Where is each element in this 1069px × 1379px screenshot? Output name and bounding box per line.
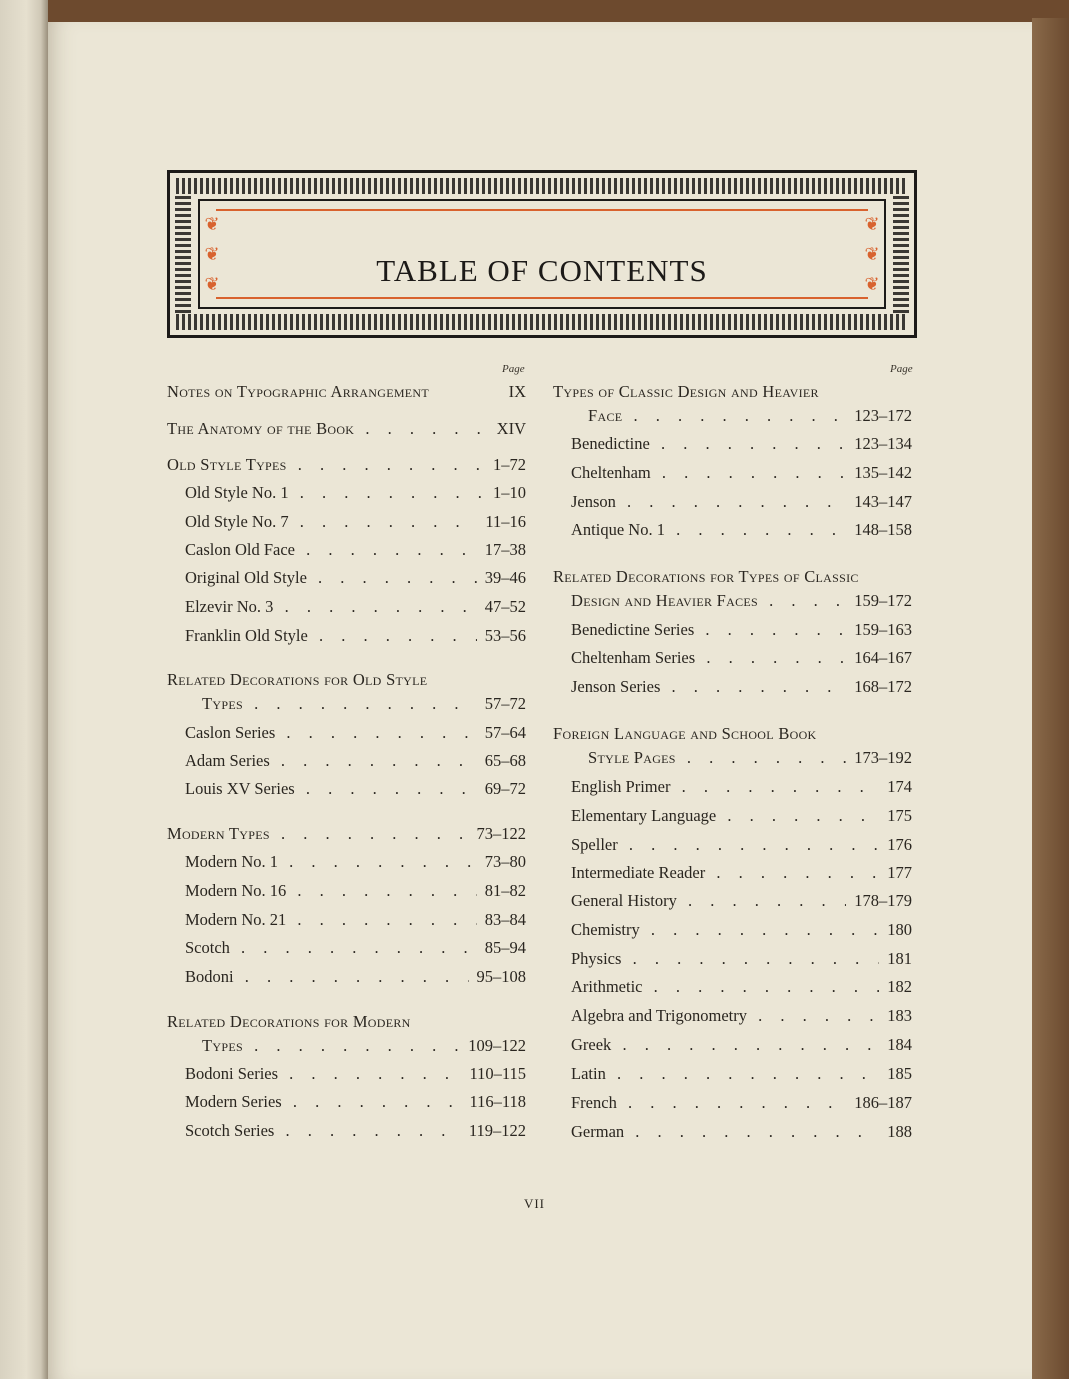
toc-entry-title: Physics . . . (571, 949, 879, 969)
toc-entry[interactable] (202, 694, 526, 720)
toc-entry[interactable] (553, 382, 912, 408)
toc-entry-title: Greek . . . (571, 1035, 879, 1055)
toc-entry-page: 53–56 (484, 626, 526, 645)
toc-entry-title: Arithmetic . . . (571, 977, 879, 997)
toc-entry-title: Types of Classic Design and Heavier (553, 382, 819, 401)
toc-entry[interactable] (571, 648, 912, 674)
toc-entry[interactable] (571, 835, 912, 861)
toc-entry-page: 123–172 (854, 406, 912, 425)
toc-entry-title: Original Old Style . . . (185, 568, 477, 588)
toc-entry-page: 57–64 (484, 723, 526, 742)
toc-entry-page: 65–68 (484, 751, 526, 770)
toc-entry-page: XIV (496, 419, 526, 438)
toc-entry[interactable] (185, 626, 526, 652)
toc-entry-page: 47–52 (484, 597, 526, 616)
toc-entry-page: 188 (887, 1122, 912, 1141)
toc-entry-title: General History . . . (571, 891, 846, 911)
toc-entry[interactable] (571, 591, 912, 617)
book-cover-edge (1032, 18, 1069, 1379)
toc-entry[interactable] (588, 406, 912, 432)
toc-entry-page: 1–10 (493, 483, 526, 502)
toc-entry-title: Adam Series . . . (185, 751, 477, 771)
toc-entry-title: Louis XV Series . . . (185, 779, 477, 799)
toc-entry[interactable] (571, 977, 912, 1003)
toc-entry-title: Modern Series . . . (185, 1092, 461, 1112)
toc-entry-page: 39–46 (484, 568, 526, 587)
toc-entry[interactable] (571, 677, 912, 703)
toc-entry-title: Related Decorations for Types of Classic (553, 567, 859, 586)
page-column-label: Page (502, 363, 525, 375)
toc-entry-page: 181 (887, 949, 912, 968)
toc-entry-title: Related Decorations for Old Style (167, 670, 428, 689)
toc-entry[interactable] (185, 1121, 526, 1147)
toc-entry-page: 116–118 (469, 1092, 526, 1111)
toc-entry-page: 73–80 (484, 852, 526, 871)
toc-entry[interactable] (571, 806, 912, 832)
toc-entry-page: 123–134 (854, 434, 912, 453)
toc-entry-title: Algebra and Trigonometry . . . (571, 1006, 879, 1026)
toc-entry[interactable] (185, 1064, 526, 1090)
toc-entry[interactable] (167, 824, 526, 850)
toc-entry[interactable] (571, 1122, 912, 1148)
toc-entry-title: Scotch Series . . . (185, 1121, 461, 1141)
toc-entry-title: Caslon Series . . . (185, 723, 477, 743)
toc-entry-title: Modern No. 1 . . . (185, 852, 477, 872)
border-ornament-top (176, 178, 908, 194)
toc-entry-title: Franklin Old Style . . . (185, 626, 477, 646)
toc-entry-title: Style Pages . . . (588, 748, 846, 768)
toc-entry-page: 81–82 (484, 881, 526, 900)
toc-entry-page: 164–167 (854, 648, 912, 667)
toc-entry[interactable] (167, 455, 526, 481)
toc-entry-title: Cheltenham Series . . . (571, 648, 846, 668)
toc-entry-page: 177 (887, 863, 912, 882)
toc-entry-title: Face . . . (588, 406, 846, 426)
title-inner-frame (198, 199, 886, 309)
toc-entry-title: Notes on Typographic Arrangement (167, 382, 430, 401)
toc-entry[interactable] (571, 891, 912, 917)
toc-entry[interactable] (185, 751, 526, 777)
toc-entry-title: Elzevir No. 3 . . . (185, 597, 477, 617)
toc-entry-page: 135–142 (854, 463, 912, 482)
toc-entry-title: Cheltenham . . . (571, 463, 846, 483)
toc-entry-page: 17–38 (484, 540, 526, 559)
toc-entry-title: Types . . . (202, 694, 477, 714)
toc-entry-page: 159–163 (854, 620, 912, 639)
toc-entry-title: Old Style Types . . . (167, 455, 485, 475)
toc-entry[interactable] (553, 724, 912, 750)
toc-entry-page: 85–94 (484, 938, 526, 957)
toc-entry-page: 109–122 (468, 1036, 526, 1055)
toc-entry[interactable] (571, 1035, 912, 1061)
toc-entry-page: 182 (887, 977, 912, 996)
toc-entry[interactable] (185, 938, 526, 964)
toc-entry[interactable] (202, 1036, 526, 1062)
border-ornament-left (175, 195, 191, 313)
toc-entry-title: Types . . . (202, 1036, 460, 1056)
toc-entry[interactable] (571, 920, 912, 946)
toc-entry[interactable] (571, 492, 912, 518)
toc-entry-title: Elementary Language . . . (571, 806, 879, 826)
toc-entry-page: 57–72 (484, 694, 526, 713)
toc-entry[interactable] (167, 670, 526, 696)
toc-entry-title: Old Style No. 1 . . . (185, 483, 485, 503)
toc-entry-title: Antique No. 1 . . . (571, 520, 846, 540)
toc-entry-title: English Primer . . . (571, 777, 879, 797)
toc-entry-page: 110–115 (469, 1064, 526, 1083)
toc-entry-page: 143–147 (854, 492, 912, 511)
toc-entry[interactable] (571, 434, 912, 460)
toc-entry-title: Modern Types . . . (167, 824, 469, 844)
toc-entry-title: Foreign Language and School Book (553, 724, 817, 743)
toc-entry-title: German . . . (571, 1122, 879, 1142)
toc-entry[interactable] (167, 419, 526, 445)
toc-entry-title: Caslon Old Face . . . (185, 540, 477, 560)
toc-entry-page: 184 (887, 1035, 912, 1054)
toc-entry-title: Benedictine . . . (571, 434, 846, 454)
toc-entry-page: 159–172 (854, 591, 912, 610)
toc-entry-page: 185 (887, 1064, 912, 1083)
scroll-ornament-icon: ❦ ❦ ❦ (864, 214, 880, 294)
toc-entry-page: 73–122 (476, 824, 526, 843)
toc-entry-title: Scotch . . . (185, 938, 477, 958)
toc-entry[interactable] (571, 463, 912, 489)
toc-entry[interactable] (185, 723, 526, 749)
toc-entry[interactable] (185, 881, 526, 907)
toc-entry-page: 175 (887, 806, 912, 825)
toc-entry[interactable] (185, 910, 526, 936)
toc-entry[interactable] (571, 777, 912, 803)
toc-entry[interactable] (571, 620, 912, 646)
toc-entry-title: Intermediate Reader . . . (571, 863, 879, 883)
page-title: TABLE OF CONTENTS (376, 253, 708, 288)
toc-entry[interactable] (588, 748, 912, 774)
toc-entry-title: Design and Heavier Faces . . . (571, 591, 846, 611)
toc-entry-title: Bodoni Series . . . (185, 1064, 461, 1084)
toc-entry-page: 174 (887, 777, 912, 796)
toc-entry-page: 186–187 (854, 1093, 912, 1112)
toc-entry-title: The Anatomy of the Book . . . (167, 419, 489, 439)
toc-entry[interactable] (185, 597, 526, 623)
toc-entry-title: Speller . . . (571, 835, 879, 855)
toc-entry[interactable] (185, 512, 526, 538)
toc-entry[interactable] (571, 949, 912, 975)
page-folio: VII (523, 1196, 546, 1211)
toc-entry-title: Bodoni . . . (185, 967, 469, 987)
toc-entry-page: 69–72 (484, 779, 526, 798)
toc-entry-title: Modern No. 21 . . . (185, 910, 477, 930)
toc-entry-page: 183 (887, 1006, 912, 1025)
toc-entry[interactable] (185, 568, 526, 594)
toc-entry[interactable] (571, 863, 912, 889)
toc-entry-page: IX (508, 382, 526, 401)
toc-entry-title: Related Decorations for Modern (167, 1012, 411, 1031)
toc-entry-title: Chemistry . . . (571, 920, 879, 940)
toc-entry[interactable] (185, 779, 526, 805)
toc-entry[interactable] (185, 967, 526, 993)
toc-entry-page: 95–108 (476, 967, 526, 986)
toc-entry-title: Jenson . . . (571, 492, 846, 512)
toc-entry-page: 168–172 (854, 677, 912, 696)
toc-entry[interactable] (571, 1093, 912, 1119)
toc-entry-title: Benedictine Series . . . (571, 620, 846, 640)
border-ornament-right (893, 195, 909, 313)
toc-entry-page: 173–192 (854, 748, 912, 767)
toc-entry-page: 180 (887, 920, 912, 939)
toc-entry-page: 119–122 (468, 1121, 526, 1140)
toc-entry[interactable] (571, 1006, 912, 1032)
border-ornament-bottom (176, 314, 908, 330)
toc-entry[interactable] (553, 567, 912, 593)
book-spine (0, 0, 48, 1379)
toc-entry[interactable] (167, 382, 526, 408)
toc-entry[interactable] (571, 520, 912, 546)
toc-entry[interactable] (185, 1092, 526, 1118)
scroll-ornament-icon: ❦ ❦ ❦ (204, 214, 220, 294)
page-column-label: Page (890, 363, 913, 375)
toc-entry[interactable] (185, 483, 526, 509)
toc-entry-title: Latin . . . (571, 1064, 879, 1084)
toc-entry-title: Jenson Series . . . (571, 677, 846, 697)
toc-entry-title: Old Style No. 7 . . . (185, 512, 477, 532)
toc-entry-page: 83–84 (484, 910, 526, 929)
toc-entry-title: Modern No. 16 . . . (185, 881, 477, 901)
toc-entry-page: 176 (887, 835, 912, 854)
toc-entry-title: French . . . (571, 1093, 846, 1113)
toc-entry-page: 178–179 (854, 891, 912, 910)
toc-entry-page: 1–72 (493, 455, 526, 474)
toc-entry[interactable] (167, 1012, 526, 1038)
toc-entry[interactable] (571, 1064, 912, 1090)
title-frame (167, 170, 917, 338)
toc-entry[interactable] (185, 852, 526, 878)
toc-entry-page: 11–16 (485, 512, 526, 531)
toc-entry-page: 148–158 (854, 520, 912, 539)
toc-entry[interactable] (185, 540, 526, 566)
